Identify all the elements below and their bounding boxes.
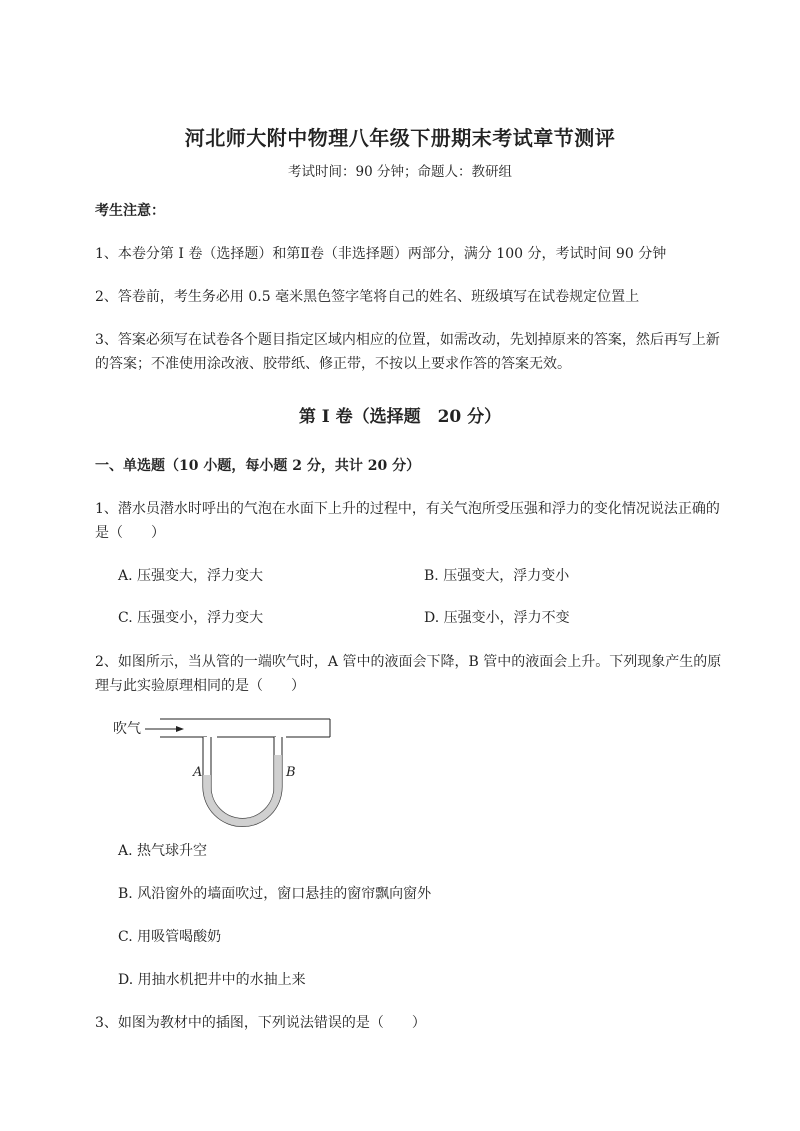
- question-1-line-1: 1、潜水员潜水时呼出的气泡在水面下上升的过程中，有关气泡所受压强和浮力的变化情况说法正确的: [95, 501, 720, 517]
- question-1-line-2: 是（ ）: [95, 525, 165, 541]
- exam-info: 考试时间：90 分钟；命题人：教研组: [288, 164, 512, 180]
- section-title: 第 I 卷（选择题 20 分）: [298, 407, 502, 427]
- blow-label: 吹气: [113, 721, 141, 737]
- part-heading: 一、单选题（10 小题，每小题 2 分，共计 20 分）: [95, 458, 421, 474]
- question-1-option-b: B. 压强变大，浮力变小: [424, 568, 570, 584]
- notice-item-3-line-2: 的答案；不准使用涂改液、胶带纸、修正带，不按以上要求作答的答案无效。: [95, 356, 571, 372]
- question-1-option-c: C. 压强变小，浮力变大: [118, 610, 264, 626]
- question-2-line-1: 2、如图所示，当从管的一端吹气时，A 管中的液面会下降，B 管中的液面会上升。下列现象产生的原: [95, 654, 722, 670]
- question-2-option-b: B. 风沿窗外的墙面吹过，窗口悬挂的窗帘飘向窗外: [118, 886, 432, 902]
- question-2-option-c: C. 用吸管喝酸奶: [118, 929, 222, 945]
- question-2-option-a: A. 热气球升空: [118, 843, 208, 859]
- label-a: A: [193, 765, 203, 780]
- question-1-option-a: A. 压强变大，浮力变大: [118, 568, 264, 584]
- label-b: B: [286, 765, 296, 780]
- notice-item-1: 1、本卷分第 I 卷（选择题）和第Ⅱ卷（非选择题）两部分，满分 100 分，考试时间 90 分钟: [95, 246, 667, 262]
- blow-arrow-head: [176, 726, 184, 732]
- notice-item-2: 2、答卷前，考生务必用 0.5 毫米黑色签字笔将自己的姓名、班级填写在试卷规定位置上: [95, 289, 640, 305]
- question-3-line-1: 3、如图为教材中的插图，下列说法错误的是（ ）: [95, 1015, 426, 1031]
- u-tube-figure: [100, 705, 350, 830]
- question-2-line-2: 理与此实验原理相同的是（ ）: [95, 678, 305, 694]
- u-tube-inner-wall: [211, 737, 274, 819]
- notice-item-3-line-1: 3、答案必须写在试卷各个题目指定区域内相应的位置，如需改动，先划掉原来的答案，然后再写上新: [95, 332, 720, 348]
- question-1-option-d: D. 压强变小，浮力不变: [424, 610, 570, 626]
- question-2-option-d: D. 用抽水机把井中的水抽上来: [118, 972, 306, 988]
- notice-heading: 考生注意：: [95, 203, 165, 219]
- page-title: 河北师大附中物理八年级下册期末考试章节测评: [184, 126, 616, 150]
